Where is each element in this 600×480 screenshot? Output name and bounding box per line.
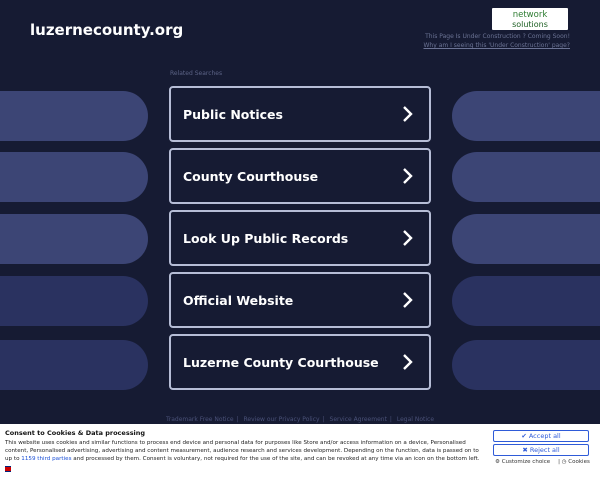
language-flag-icon[interactable]: [5, 466, 11, 472]
link-label: County Courthouse: [183, 169, 319, 184]
link-public-records[interactable]: [169, 210, 431, 266]
under-construction-text: This Page Is Under Construction ? Coming Soon!: [425, 33, 570, 40]
consent-text: [5, 439, 480, 463]
third-parties-link[interactable]: 1159 third parties: [21, 456, 72, 462]
decorative-pill: [0, 152, 148, 202]
reject-all-button[interactable]: ✖ Reject all: [493, 444, 589, 456]
cookies-link[interactable]: ◷ Cookies: [561, 459, 590, 465]
consent-footer: ⚙ Customize choice | ◷ Cookies: [495, 459, 598, 465]
chevron-right-icon: [399, 167, 415, 185]
chevron-right-icon: [399, 353, 415, 371]
link-label: Look Up Public Records: [183, 231, 349, 246]
consent-text-main: This website uses cookies and similar functions to process end device and personal data for purposes like Store and/or access information on a device, Personalised content, Personalised advertising, advertising and content measurement, audience research and services development. Depending on the function, data is passed on to up to: [5, 440, 479, 462]
trademark-link[interactable]: Trademark Free Notice: [165, 416, 234, 423]
cookies-label: Cookies: [568, 459, 590, 465]
network-solutions-logo[interactable]: [492, 8, 568, 30]
logo-line-2: solutions: [512, 20, 548, 29]
link-official-website[interactable]: [169, 272, 431, 328]
decorative-pill: [452, 91, 600, 141]
chevron-right-icon: [399, 229, 415, 247]
related-searches-label: Related Searches: [170, 70, 223, 77]
service-link[interactable]: Service Agreement: [329, 416, 387, 423]
chevron-right-icon: [399, 105, 415, 123]
privacy-link[interactable]: Review our Privacy Policy: [243, 416, 320, 423]
footer-links: Trademark Free Notice | Review our Privacy Policy | Service Agreement | Legal Notice: [165, 416, 435, 423]
accept-all-button[interactable]: ✔ Accept all: [493, 430, 589, 442]
why-link[interactable]: Why am I seeing this 'Under Construction' page?: [423, 42, 570, 49]
link-label: Official Website: [183, 293, 294, 308]
decorative-pill: [452, 340, 600, 390]
site-title: luzernecounty.org: [30, 21, 184, 39]
link-label: Luzerne County Courthouse: [183, 355, 379, 370]
decorative-pill: [452, 152, 600, 202]
link-public-notices[interactable]: [169, 86, 431, 142]
link-luzerne-county-courthouse[interactable]: [169, 334, 431, 390]
reject-label: Reject all: [529, 446, 560, 454]
consent-text-tail: and processed by them. Consent is voluntary, not required for the use of the site, and can be revoked at any time via an icon on the bottom left.: [71, 456, 480, 462]
decorative-pill: [0, 91, 148, 141]
accept-label: Accept all: [528, 432, 561, 440]
decorative-pill: [0, 340, 148, 390]
customize-choice-link[interactable]: ⚙ Customize choice: [495, 459, 551, 465]
link-label: Public Notices: [183, 107, 283, 122]
decorative-pill: [0, 214, 148, 264]
legal-link[interactable]: Legal Notice: [396, 416, 435, 423]
link-county-courthouse[interactable]: [169, 148, 431, 204]
decorative-pill: [0, 276, 148, 326]
decorative-pill: [452, 276, 600, 326]
chevron-right-icon: [399, 291, 415, 309]
consent-title: Consent to Cookies & Data processing: [5, 429, 146, 437]
logo-line-1: network: [512, 10, 548, 20]
decorative-pill: [452, 214, 600, 264]
customize-label: Customize choice: [501, 459, 551, 465]
